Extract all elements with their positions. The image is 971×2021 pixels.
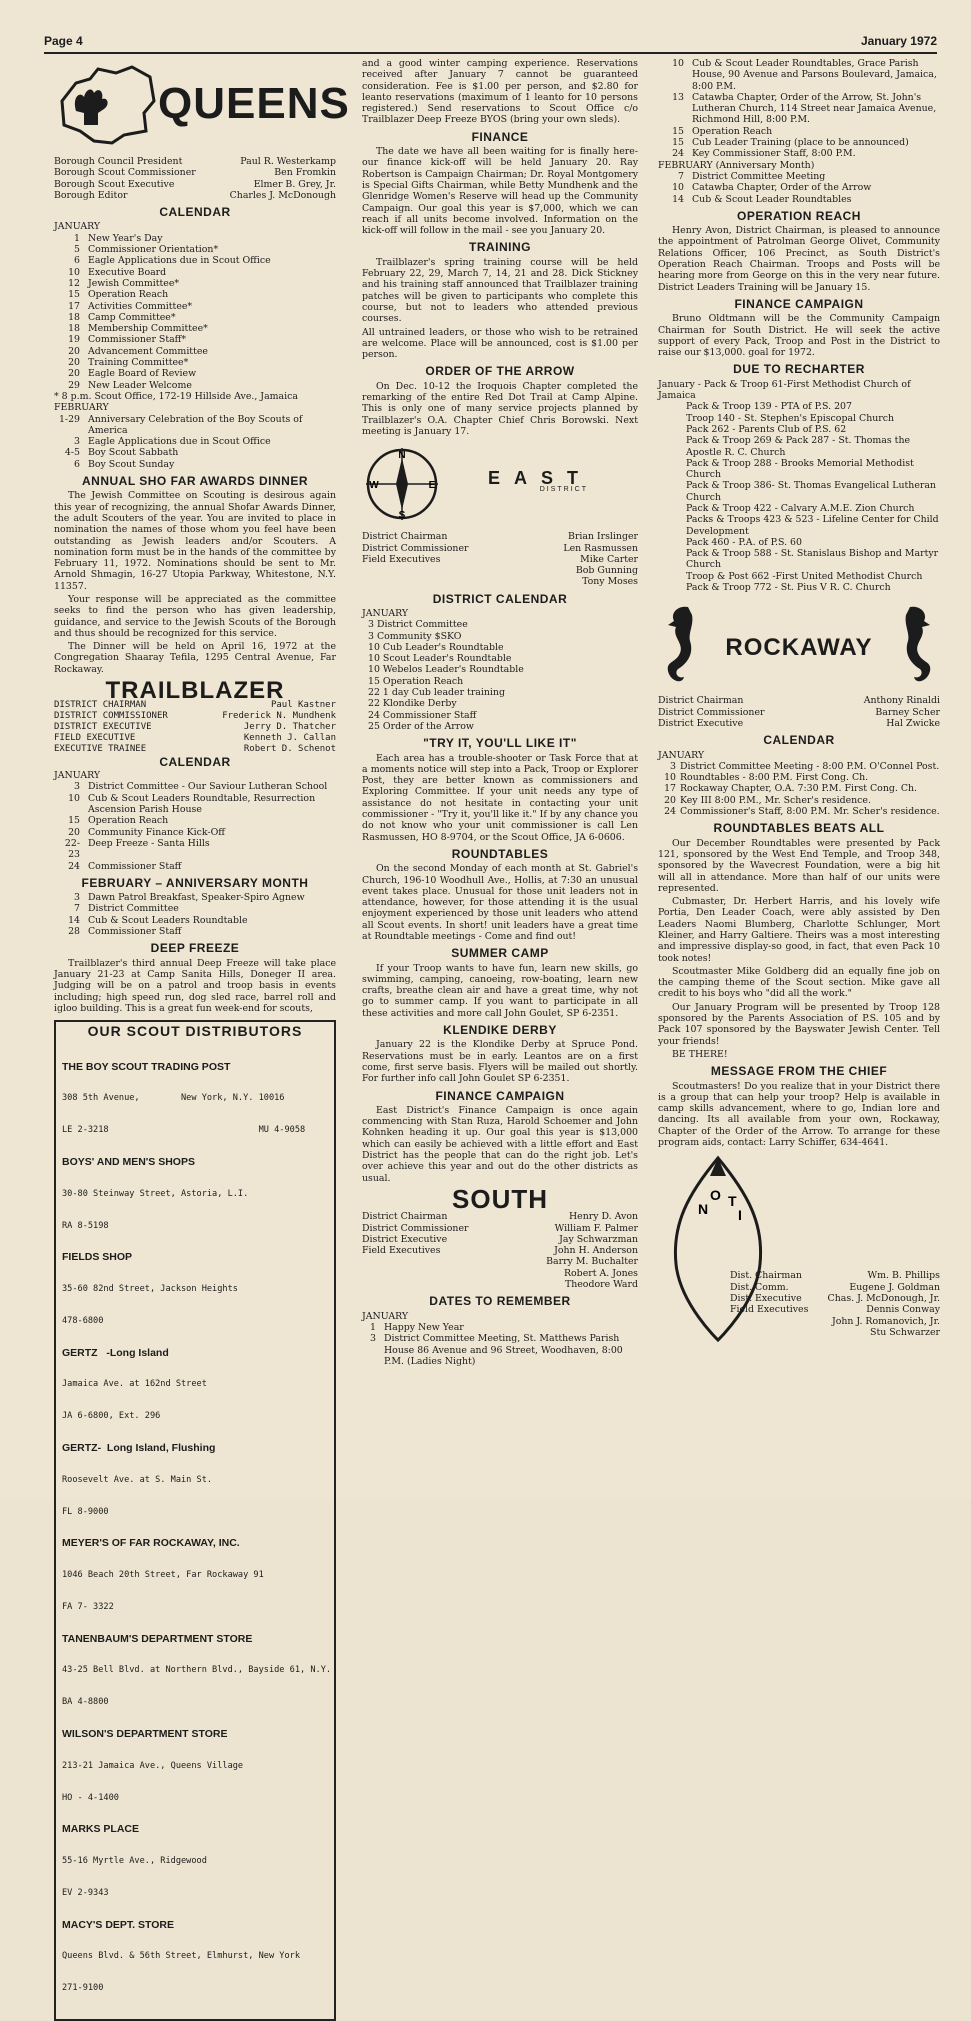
rockaway-masthead	[658, 599, 940, 695]
list-item: 15 Cub Leader Training (place to be announced)	[672, 137, 909, 149]
east-masthead	[362, 441, 638, 527]
roundtables-beats-paragraph: BE THERE!	[672, 1048, 728, 1060]
queens-jan-label: JANUARY	[54, 221, 101, 233]
list-item: EV 2-9343	[62, 1887, 109, 1898]
officer-row: Theodore Ward	[564, 1279, 638, 1291]
list-item: 3 District Committee - Our Saviour Lutheran School	[74, 781, 328, 793]
list-item: 1 Happy New Year	[370, 1321, 464, 1333]
south-finance-paragraph: Bruno Oldtmann will be the Community Campaign Chairman for South District. He will seek the active support of every Pack, Troop and Post in the District to raise our $13,000. goal for 1972.	[658, 313, 940, 359]
list-item: GERTZ -Long Island	[62, 1346, 169, 1359]
south-jan-label: JANUARY	[362, 1310, 409, 1322]
distributors-heading: OUR SCOUT DISTRIBUTORS	[87, 1023, 303, 1040]
list-item: 25 Order of the Arrow	[368, 720, 474, 732]
list-item: 29 New Leader Welcome	[68, 379, 192, 391]
order-of-arrow-heading: ORDER OF THE ARROW	[425, 364, 575, 379]
list-item: FIELDS SHOP	[62, 1251, 133, 1264]
officer-row: John J. Romanovich, Jr.	[831, 1315, 940, 1327]
list-item: Troop & Post 662 -First United Methodist Church	[686, 570, 923, 582]
list-item: 30-80 Steinway Street, Astoria, L.I.	[62, 1188, 249, 1199]
list-item: 15 Operation Reach	[672, 125, 773, 137]
trailblazer-calendar-heading: CALENDAR	[159, 754, 231, 769]
list-item: LE 2-3218 MU 4-9058	[62, 1125, 306, 1136]
deep-freeze-paragraph: Trailblazer's third annual Deep Freeze will take place January 21-23 at Camp Sanita Hills, Doneger II area. Judging will be on a patrol and troop basis in events including; high speed run, dog sled race, barrel roll and igloo building. This is a great fun week-end for scouts,	[54, 957, 336, 1014]
list-item: 10 Cub & Scout Leaders Roundtable, Resurrection Ascension Parish House	[68, 792, 316, 816]
east-finance-heading: FINANCE CAMPAIGN	[435, 1088, 565, 1103]
list-item: Pack 460 - P.A. of P.S. 60	[686, 536, 802, 548]
roundtables-paragraph: On the second Monday of each month at St. Gabriel's Church, 196-10 Woodhull Ave., Hollis, at 7:30 an unusual event takes place. Unusual for those unit leaders not in attendance, however, for those attending it is the usual enjoyment experienced by those unit leaders who attend all Scout events. In short! unit leaders have a great time at Roundtable meetings - Come and find out!	[362, 863, 638, 942]
list-item: 7 District Committee Meeting	[678, 170, 826, 182]
emblem-letter: O	[710, 1187, 721, 1204]
roundtables-beats-paragraph: Cubmaster, Dr. Herbert Harris, and his lovely wife Portia, Den Leader Coach, were ably assisted by Den Leaders Naomi Blumberg, Charlotte Schlunger, Mort Kleiner, and Harry Galtiere. Theirs was a most interesting and impressive display-so good, in fact, that even Pack 10 took notes!	[658, 896, 940, 964]
svg-text:E: E	[428, 480, 436, 492]
officer-row: District Commissioner Barney Scher	[658, 706, 940, 718]
column-1	[54, 58, 350, 1994]
officer-row: District Commissioner William F. Palmer	[362, 1222, 638, 1234]
queens-note: * 8 p.m. Scout Office, 172-19 Hillside Ave., Jamaica	[54, 390, 298, 402]
list-item: 17 Rockaway Chapter, O.A. 7:30 P.M. First Cong. Ch.	[664, 783, 918, 795]
issue-date: January 1972	[860, 34, 937, 48]
officer-row: District Chairman Brian Irslinger	[362, 531, 638, 543]
list-item: 10 Roundtables - 8:00 P.M. First Cong. Ch.	[664, 772, 869, 784]
compass-icon	[362, 444, 442, 524]
list-item: 14 Cub & Scout Leader Roundtables	[672, 193, 852, 205]
column-3	[658, 58, 940, 1490]
list-item: 10 Cub & Scout Leader Roundtables, Grace Parish House, 90 Avenue and Parsons Boulevard, Jamaica, 8:00 P.M.	[672, 58, 937, 92]
officer-row: EXECUTIVE TRAINEE Robert D. Schenot	[54, 743, 336, 754]
south-feb-label: FEBRUARY (Anniversary Month)	[658, 159, 815, 171]
queens-masthead	[54, 58, 350, 150]
list-item: Pack & Troop 288 - Brooks Memorial Methodist Church	[686, 457, 914, 481]
list-item: 3 Community $SKO	[368, 630, 462, 642]
east-finance-paragraph: East District's Finance Campaign is once again commencing with Stan Ruza, Harold Schoemer and John Kohnken heading it up. Our goal this year is $13,000 which can easily be achieved with a little effort and East District has the people that can do the right job. Let's over achieve this year and out do the other districts as usual.	[362, 1104, 638, 1184]
list-item: 20 Eagle Board of Review	[68, 368, 197, 380]
shofar-paragraph: The Dinner will be held on April 16, 1972 at the Congregation Shaaray Tefila, 1295 Central Avenue, Far Rockaway.	[54, 641, 336, 675]
emblem-letter: I	[738, 1207, 742, 1224]
officer-row: Robert A. Jones	[563, 1267, 638, 1279]
list-item: 1-29 Anniversary Celebration of the Boy Scouts of America	[58, 413, 303, 436]
trailblazer-jan-list	[54, 781, 336, 871]
officer-row: Dist. Executive Chas. J. McDonough, Jr.	[730, 1292, 940, 1304]
list-item: 18 Camp Committee*	[68, 311, 176, 323]
list-item: 22 Klondike Derby	[368, 698, 457, 710]
list-item: Troop 140 - St. Stephen's Episcopal Church	[686, 412, 895, 424]
officer-row: Barry M. Buchalter	[546, 1256, 638, 1268]
list-item: Pack & Troop 772 - St. Pius V R. C. Church	[686, 582, 891, 594]
training-paragraph: Trailblazer's spring training course will be held February 22, 29, March 7, 14, 21 and 28. Dick Stickney and his training staff announced that Trailblazer training patches will be given to participants who complete this course, but not to leaders who attended previous courses.	[362, 256, 638, 325]
list-item: 22-23 Deep Freeze - Santa Hills	[64, 837, 210, 861]
officer-row: Tony Moses	[582, 576, 638, 588]
list-item: 213-21 Jamaica Ave., Queens Village	[62, 1760, 244, 1771]
column-2	[362, 58, 638, 1490]
distributors-box	[54, 1020, 336, 2021]
east-officers	[362, 531, 638, 587]
list-item: 24 Commissioner Staff	[68, 860, 182, 872]
list-item: 20 Community Finance Kick-Off	[68, 826, 225, 838]
rockaway-jan-list	[658, 761, 940, 817]
list-item: 13 Catawba Chapter, Order of the Arrow, St. John's Lutheran Church, 114 Street near Jamaica Avenue, Richmond Hill, 8:00 P.M.	[672, 91, 937, 126]
list-item: 308 5th Avenue, New York, N.Y. 10016	[62, 1093, 285, 1104]
dates-heading: DATES TO REMEMBER	[429, 1294, 571, 1309]
page-number: Page 4	[44, 34, 83, 48]
list-item: 20 Key III 8:00 P.M., Mr. Scher's residence.	[664, 794, 871, 806]
running-header	[44, 34, 937, 54]
roundtables-beats-heading: ROUNDTABLES BEATS ALL	[713, 821, 885, 836]
south-jan-list-cont	[658, 58, 940, 160]
list-item: MARKS PLACE	[62, 1823, 140, 1836]
list-item: MEYER'S OF FAR ROCKAWAY, INC.	[62, 1537, 240, 1550]
officer-row: Bob Gunning	[575, 565, 638, 577]
list-item: 20 Advancement Committee	[68, 345, 208, 357]
list-item: MACY'S DEPT. STORE	[62, 1918, 174, 1931]
queens-jan-list	[54, 233, 336, 391]
try-it-heading: "TRY IT, YOU'LL LIKE IT"	[423, 736, 577, 751]
list-item: 20 Training Committee*	[68, 357, 189, 369]
list-item: Pack 262 - Parents Club of P.S. 62	[686, 423, 847, 435]
officer-row: Dist. Comm. Eugene J. Goldman	[730, 1281, 940, 1293]
noti-district-block	[658, 1154, 940, 1354]
roundtables-beats-paragraph: Our January Program will be presented by Troop 128 sponsored by the Parents Association of P.S. 105 and by Pack 107 sponsored by the Bayswater Jewish Center. Tell your friends!	[658, 1001, 940, 1047]
shofar-paragraph: The Jewish Committee on Scouting is desirous again this year of recognizing, the annual Shofar Awards Dinner, the adult Scouters of the year. You are invited to place in nomination the names of those whom you feel have been outstanding as Jewish leaders and/or Scouters. A nomination form must be in the hands of the committee by February 11, 1972. Nominations should be sent to Mr. Arnold Shmagin, 16-27 Utopia Parkway, Whitestone, N.Y. 11357.	[54, 490, 336, 592]
training-paragraph: All untrained leaders, or those who wish to be retrained are welcome. Place will be announced, cost is $1.00 per person.	[362, 326, 638, 361]
list-item: WILSON'S DEPARTMENT STORE	[62, 1728, 228, 1741]
noti-officers	[730, 1270, 940, 1338]
list-item: 17 Activities Committee*	[68, 300, 193, 312]
list-item: 6 Eagle Applications due in Scout Office	[74, 255, 271, 267]
list-item: 10 Catawba Chapter, Order of the Arrow	[672, 182, 872, 194]
summer-camp-heading: SUMMER CAMP	[451, 946, 549, 961]
list-item: 24 Commissioner's Staff, 8:00 P.M. Mr. Scher's residence.	[664, 806, 940, 818]
queens-feb-list	[54, 414, 336, 470]
list-item: Pack & Troop 588 - St. Stanislaus Bishop and Martyr Church	[686, 548, 939, 571]
rockaway-jan-label: JANUARY	[658, 749, 705, 761]
list-item: 43-25 Bell Blvd. at Northern Blvd., Bayside 61, N.Y.	[62, 1665, 332, 1676]
recharter-first: January - Pack & Troop 61-First Methodist Church of Jamaica	[658, 378, 911, 402]
officer-row: DISTRICT COMMISSIONER Frederick N. Mundhenk	[54, 711, 336, 722]
queens-title: QUEENS	[158, 79, 350, 129]
list-item: 10 Scout Leader's Roundtable	[368, 653, 512, 665]
list-item: Pack & Troop 422 - Calvary A.M.E. Zion Church	[686, 502, 915, 514]
rockaway-officers	[658, 695, 940, 729]
queens-officers	[54, 156, 336, 201]
trailblazer-jan-label: JANUARY	[54, 770, 101, 782]
officer-row: District Executive Hal Zwicke	[658, 717, 940, 729]
trailblazer-feb-list	[54, 892, 336, 937]
list-item: THE BOY SCOUT TRADING POST	[62, 1060, 231, 1073]
list-item: BOYS' AND MEN'S SHOPS	[62, 1155, 195, 1168]
shofar-paragraph: Your response will be appreciated as the committee seeks to find the person who has given leadership, guidance, and service to the Jewish Scouts of the Borough and thus should be recognized for this service.	[54, 593, 336, 639]
trailblazer-title: TRAILBLAZER	[105, 677, 285, 705]
officer-row: District Chairman Henry D. Avon	[362, 1211, 638, 1223]
list-item: 1046 Beach 20th Street, Far Rockaway 91	[62, 1570, 264, 1581]
list-item: 35-60 82nd Street, Jackson Heights	[62, 1284, 238, 1295]
list-item: FA 7- 3322	[62, 1601, 114, 1612]
list-item: 22 1 day Cub leader training	[368, 687, 505, 699]
officer-row: District Executive Jay Schwarzman	[362, 1233, 638, 1245]
list-item: 15 Operation Reach	[368, 675, 464, 687]
list-item: JA 6-6800, Ext. 296	[62, 1411, 161, 1422]
list-item: 5 Commissioner Orientation*	[74, 244, 219, 256]
list-item: 7 District Committee	[74, 903, 179, 915]
south-officers	[362, 1211, 638, 1290]
list-item: TANENBAUM'S DEPARTMENT STORE	[62, 1632, 253, 1645]
list-item: Queens Blvd. & 56th Street, Elmhurst, New York	[62, 1951, 300, 1962]
list-item: 18 Membership Committee*	[68, 323, 208, 335]
officer-row: Field Executives Mike Carter	[362, 553, 638, 565]
finance-heading: FINANCE	[471, 129, 529, 144]
rockaway-title: ROCKAWAY	[725, 633, 873, 661]
list-item: FL 8-9000	[62, 1506, 109, 1517]
officer-row: DISTRICT CHAIRMAN Paul Kastner	[54, 700, 336, 711]
svg-text:S: S	[398, 510, 406, 522]
list-item: BA 4-8800	[62, 1697, 109, 1708]
list-item: 4-5 Boy Scout Sabbath	[64, 447, 179, 459]
list-item: 3 Dawn Patrol Breakfast, Speaker-Spiro Agnew	[74, 892, 305, 904]
officer-row: Borough Scout Commissioner Ben Fromkin	[54, 167, 336, 179]
list-item: 10 Webelos Leader's Roundtable	[368, 664, 524, 676]
officer-row: Stu Schwarzer	[870, 1326, 940, 1338]
deep-freeze-paragraph: and a good winter camping experience. Reservations received after January 7 cannot be guaranteed consideration. Fee is $1.00 per person, and $2.80 for leanto reservations (maximum of 1 leanto for 10 persons registered.) Send reservations to Scout Office c/o Trailblazer Deep Freeze BYOS (bring your own sleds).	[362, 58, 638, 126]
queens-map-emblem-icon	[54, 61, 158, 147]
roundtables-beats-paragraph: Scoutmaster Mike Goldberg did an equally fine job on the camping theme of the Scout section. Mike gave all credit to his boys who "did all the work."	[658, 965, 940, 1000]
roundtables-heading: ROUNDTABLES	[451, 846, 549, 861]
east-subtitle: DISTRICT	[539, 486, 588, 494]
seahorse-icon	[896, 601, 940, 693]
queens-feb-label: FEBRUARY	[54, 402, 109, 414]
distributors-list	[62, 1040, 332, 2015]
list-item: 10 Cub Leader's Roundtable	[368, 641, 504, 653]
officer-row: District Chairman Anthony Rinaldi	[658, 695, 940, 707]
training-heading: TRAINING	[469, 240, 531, 255]
east-title: EAST	[487, 467, 592, 488]
east-calendar-heading: DISTRICT CALENDAR	[432, 591, 568, 606]
list-item: 3 District Committee	[368, 619, 468, 631]
list-item: 14 Cub & Scout Leaders Roundtable	[68, 914, 248, 926]
klondike-heading: KLENDIKE DERBY	[443, 1023, 557, 1038]
summer-camp-paragraph: If your Troop wants to have fun, learn new skills, go swimming, camping, canoeing, row-boating, learn new crafts, breathe clean air and have a great time, why not go to summer camp. If you want to participate in all these activities and more call John Goulet, SP 6-2351.	[362, 962, 638, 1019]
list-item: 10 Executive Board	[68, 266, 167, 278]
list-item: Pack & Troop 139 - PTA of P.S. 207	[686, 401, 852, 413]
list-item: 15 Operation Reach	[68, 289, 169, 301]
list-item: GERTZ- Long Island, Flushing	[62, 1441, 216, 1454]
list-item: Pack & Troop 386- St. Thomas Evangelical Lutheran Church	[686, 480, 936, 503]
list-item: 24 Key Commissioner Staff, 8:00 P.M.	[672, 148, 856, 160]
operation-reach-paragraph: Henry Avon, District Chairman, is pleased to announce the appointment of Patrolman George Olivet, Community Relations Officer, 106 Precinct, as South District's Operation Reach Chairman. Troops and Posts will be hearing more from George on this in the very near future. District Leaders Training will be January 15.	[658, 225, 940, 293]
finance-paragraph: The date we have all been waiting for is finally here-our finance kick-off will be held January 20. Ray Robertson is Campaign Chairman; Dr. Royal Montgomery is Special Gifts Chairman, while Betty Mundhenk and the Glenridge Women's Reserve will head up the Community Campaign. Our goal this year is $7,000, which we can reach if all units become involved. Information on the kick-off will follow in the mail - see you January 20.	[362, 146, 638, 237]
klondike-paragraph: January 22 is the Klondike Derby at Spruce Pond. Reservations must be in early. Leantos are on a first come, first serve basis. Flyers will be mailed out shortly. For further info call John Goulet SP 6-2351.	[362, 1039, 638, 1085]
officer-row: DISTRICT EXECUTIVE Jerry D. Thatcher	[54, 722, 336, 733]
list-item: 3 District Committee Meeting - 8:00 P.M. O'Connel Post.	[670, 760, 940, 772]
officer-row: Borough Editor Charles J. McDonough	[54, 189, 336, 201]
list-item: 271-9100	[62, 1983, 104, 1994]
deep-freeze-heading: DEEP FREEZE	[150, 941, 240, 956]
officer-row: Borough Council President Paul R. Westerkamp	[54, 156, 336, 167]
list-item: 28 Commissioner Staff	[68, 926, 182, 938]
seahorse-icon	[658, 601, 702, 693]
list-item: 55-16 Myrtle Ave., Ridgewood	[62, 1856, 207, 1867]
recharter-heading: DUE TO RECHARTER	[733, 362, 865, 377]
trailblazer-officers	[54, 700, 336, 755]
emblem-letter: T	[728, 1193, 737, 1210]
list-item: 1 New Year's Day	[74, 232, 163, 244]
list-item: 478-6800	[62, 1315, 104, 1326]
list-item: 12 Jewish Committee*	[68, 277, 180, 289]
list-item: 6 Boy Scout Sunday	[74, 458, 175, 470]
south-title: SOUTH	[452, 1183, 548, 1214]
list-item: Packs & Troops 423 & 523 - Lifeline Center for Child Development	[686, 514, 939, 537]
officer-row: Field Executives John H. Anderson	[362, 1245, 638, 1257]
east-jan-label: JANUARY	[362, 607, 409, 619]
list-item: HO - 4-1400	[62, 1792, 119, 1803]
svg-text:N: N	[398, 450, 406, 462]
officer-row: Borough Scout Executive Elmer B. Grey, Jr.	[54, 178, 336, 190]
list-item: Jamaica Ave. at 162nd Street	[62, 1379, 207, 1390]
officer-row: District Commissioner Len Rasmussen	[362, 542, 638, 554]
list-item: 19 Commissioner Staff*	[68, 334, 187, 346]
officer-row: Dist. Chairman Wm. B. Phillips	[730, 1270, 940, 1282]
list-item: 3 Eagle Applications due in Scout Office	[74, 436, 271, 448]
message-chief-paragraph: Scoutmasters! Do you realize that in your District there is a group that can help your troop? Help is available in camp skills advancement, where to go, Indian lore and dancing. Its all available from your own, Rockaway, Chapter of the Order of the Arrow. To arrange for these program aids, contact: Larry Schiffer, 634-4641.	[658, 1080, 940, 1149]
list-item: RA 8-5198	[62, 1220, 109, 1231]
list-item: Roosevelt Ave. at S. Main St.	[62, 1474, 213, 1485]
order-of-arrow-paragraph: On Dec. 10-12 the Iroquois Chapter completed the remarking of the entire Red Dot Trail at Camp Alpine. This is only one of many service projects planned by Trailblazer's O.A. Chapter Chief Chris Borowski. Next meeting is January 17.	[362, 380, 638, 437]
list-item: Pack & Troop 269 & Pack 287 - St. Thomas the Apostle R. C. Church	[686, 435, 911, 458]
svg-text:W: W	[369, 480, 379, 492]
list-item: 24 Commissioner Staff	[368, 709, 477, 721]
south-finance-heading: FINANCE CAMPAIGN	[734, 296, 864, 311]
shofar-heading: ANNUAL SHO FAR AWARDS DINNER	[81, 474, 308, 489]
operation-reach-heading: OPERATION REACH	[737, 208, 861, 223]
recharter-list	[658, 401, 940, 593]
message-chief-heading: MESSAGE FROM THE CHIEF	[710, 1064, 888, 1079]
south-feb-list	[658, 171, 940, 205]
list-item: 3 District Committee Meeting, St. Matthews Parish House 86 Avenue and 96 Street, Woodhaven, 8:00 P.M. (Ladies Night)	[370, 1333, 623, 1367]
list-item: 15 Operation Reach	[68, 815, 169, 827]
east-jan-list	[362, 619, 638, 732]
queens-calendar-heading: CALENDAR	[159, 205, 231, 220]
trailblazer-feb-heading: FEBRUARY – ANNIVERSARY MONTH	[81, 875, 309, 890]
try-it-paragraph: Each area has a trouble-shooter or Task Force that at a moments notice will step into a Pack, Troop or Explorer Post, they are better known as commissioners and Exploring Committee. If your unit needs any type of assistance do not hesitate in contacting your unit commissioner - "Try it, you'll like it." If by any chance you do not know who your unit commissioner is call Len Rasmussen, HO 8-9704, or the Scout Office, JA 6-0606.	[362, 752, 638, 843]
roundtables-beats-paragraph: Our December Roundtables were presented by Pack 121, sponsored by the West End Temple, and Troop 348, sponsored by the Wavecrest Foundation, were a big hit will all in attendance. More than half of our units were represented.	[658, 837, 940, 894]
officer-row: Field Executives Dennis Conway	[730, 1304, 940, 1316]
officer-row: FIELD EXECUTIVE Kenneth J. Callan	[54, 733, 336, 744]
emblem-letter: N	[698, 1201, 709, 1218]
rockaway-calendar-heading: CALENDAR	[763, 733, 835, 748]
